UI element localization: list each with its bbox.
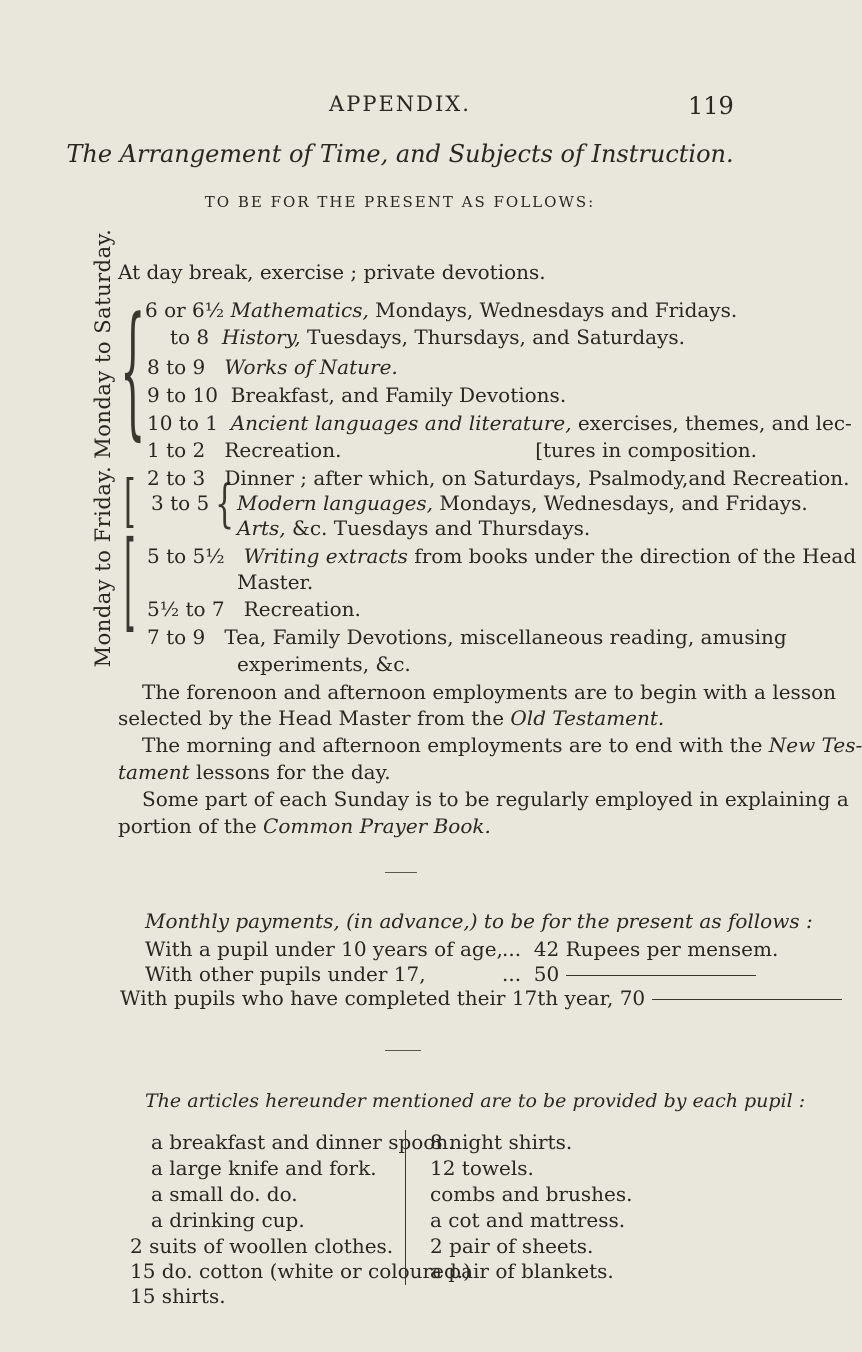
page-number: 119	[688, 92, 734, 120]
article-item: 15 shirts.	[130, 1284, 226, 1308]
schedule-row: 10 to 1 Ancient languages and literature, exercises, themes, and lec-	[147, 411, 852, 435]
paragraph-line: tament lessons for the day.	[118, 760, 391, 784]
article-item: a cot and mattress.	[430, 1208, 626, 1232]
brace-subjects: {	[215, 475, 235, 535]
section-divider	[385, 1050, 421, 1051]
article-item: 15 do. cotton (white or coloured.)	[130, 1259, 471, 1283]
schedule-row: 8 to 9 Works of Nature.	[147, 355, 398, 379]
article-item: 12 towels.	[430, 1156, 534, 1180]
article-item: 2 pair of sheets.	[430, 1234, 594, 1258]
schedule-row: 9 to 10 Breakfast, and Family Devotions.	[147, 383, 567, 407]
paragraph-line: selected by the Head Master from the Old Testament.	[118, 706, 665, 730]
schedule-row: to 8 History, Tuesdays, Thursdays, and Saturdays.	[170, 325, 685, 349]
schedule-row: 5 to 5½ Writing extracts from books under the direction of the Head	[147, 544, 857, 568]
schedule-row: 1 to 2 Recreation. [tures in composition.	[147, 438, 757, 462]
payment-row: With other pupils under 17,	[145, 962, 426, 986]
ditto-rule	[652, 999, 842, 1000]
article-item: combs and brushes.	[430, 1182, 633, 1206]
paragraph-line: portion of the Common Prayer Book.	[118, 814, 491, 838]
intro-line: At day break, exercise ; private devotions.	[118, 260, 546, 284]
article-item: 8 night shirts.	[430, 1130, 573, 1154]
payment-row-amount: ... 42 Rupees per mensem.	[502, 937, 779, 961]
paragraph-line: The morning and afternoon employments are to end with the New Tes-	[142, 733, 862, 757]
brace-lower: [	[124, 521, 136, 647]
article-item: 2 suits of woollen clothes.	[130, 1234, 394, 1258]
article-item: a pair of blankets.	[430, 1259, 614, 1283]
page-subtitle: TO BE FOR THE PRESENT AS FOLLOWS:	[204, 193, 596, 211]
page-title: The Arrangement of Time, and Subjects of Instruction.	[66, 140, 734, 168]
articles-heading: The articles hereunder mentioned are to be provided by each pupil :	[145, 1090, 806, 1112]
section-divider	[385, 872, 417, 873]
article-item: a drinking cup.	[151, 1208, 305, 1232]
article-item: a small do. do.	[151, 1182, 298, 1206]
schedule-row: 5½ to 7 Recreation.	[147, 597, 361, 621]
running-header: APPENDIX.	[329, 92, 471, 116]
payment-row: With a pupil under 10 years of age,	[145, 937, 503, 961]
schedule-row: 7 to 9 Tea, Family Devotions, miscellaneous reading, amusing	[147, 625, 787, 649]
schedule-row: experiments, &c.	[237, 652, 411, 676]
payments-heading: Monthly payments, (in advance,) to be for the present as follows :	[145, 909, 813, 933]
paragraph-line: The forenoon and afternoon employments are to begin with a lesson	[142, 680, 837, 704]
brace-three-to-five: [	[124, 469, 136, 536]
schedule-row: 2 to 3 Dinner ; after which, on Saturdays, Psalmody,and Recreation.	[147, 466, 850, 490]
ditto-rule	[566, 975, 756, 976]
article-item: a breakfast and dinner spoon.	[151, 1130, 455, 1154]
paragraph-line: Some part of each Sunday is to be regularly employed in explaining a	[142, 787, 849, 811]
payment-row-amount: ... 50	[502, 962, 756, 986]
payment-row: With pupils who have completed their 17th year, 70	[120, 986, 842, 1010]
schedule-row: Master.	[237, 570, 314, 594]
article-item: a large knife and fork.	[151, 1156, 377, 1180]
schedule-row: Arts, &c. Tuesdays and Thursdays.	[237, 516, 591, 540]
vertical-day-label: Monday to Friday. Monday to Saturday.	[91, 228, 115, 668]
schedule-row: Modern languages, Mondays, Wednesdays, and Fridays.	[237, 491, 808, 515]
schedule-row: 6 or 6½ Mathematics, Mondays, Wednesdays and Fridays.	[145, 298, 738, 322]
brace-upper: {	[120, 290, 146, 456]
schedule-row: 3 to 5	[151, 491, 210, 515]
